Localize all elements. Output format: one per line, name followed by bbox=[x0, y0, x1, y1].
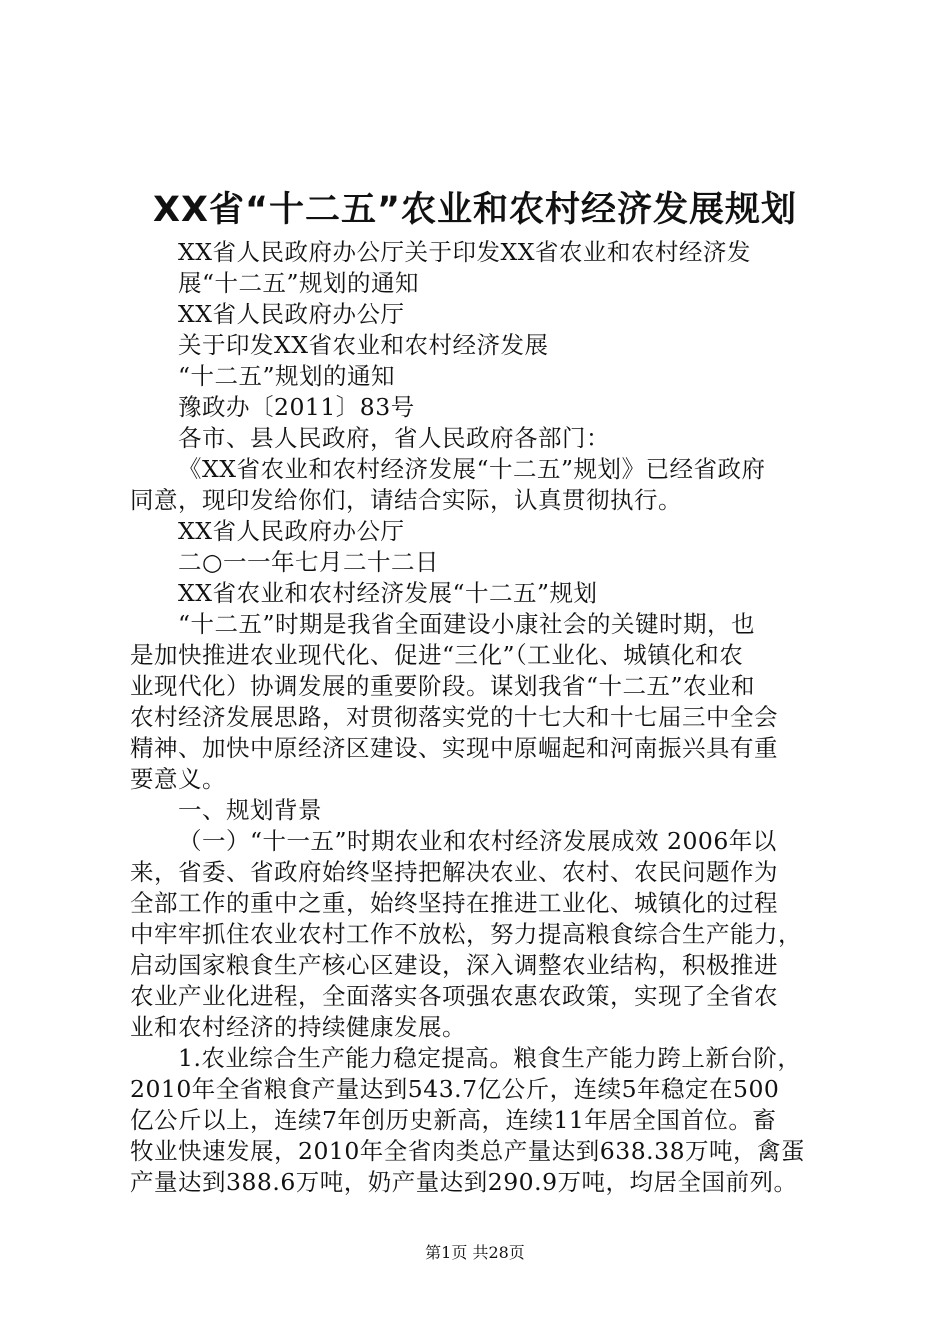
body-line: 产量达到388.6万吨，奶产量达到290.9万吨，均居全国前列。 bbox=[130, 1168, 798, 1196]
body-line: 豫政办〔2011〕83号 bbox=[178, 393, 415, 421]
body-line: 同意，现印发给你们，请结合实际，认真贯彻执行。 bbox=[130, 486, 682, 514]
body-line: XX省农业和农村经济发展“十二五”规划 bbox=[178, 579, 598, 607]
body-line: 业和农村经济的持续健康发展。 bbox=[130, 1013, 466, 1041]
body-line: “十二五”规划的通知 bbox=[178, 362, 396, 390]
section-heading: 一、规划背景 bbox=[178, 796, 322, 824]
body-line: XX省人民政府办公厅 bbox=[178, 300, 405, 328]
body-line: XX省人民政府办公厅关于印发XX省农业和农村经济发 bbox=[178, 238, 751, 266]
body-line: 亿公斤以上，连续7年创历史新高，连续11年居全国首位。畜 bbox=[130, 1106, 777, 1134]
body-line: 要意义。 bbox=[130, 765, 226, 793]
body-line: 业现代化）协调发展的重要阶段。谋划我省“十二五”农业和 bbox=[130, 672, 756, 700]
body-line: 牧业快速发展，2010年全省肉类总产量达到638.38万吨，禽蛋 bbox=[130, 1137, 806, 1165]
body-line: （一）“十一五”时期农业和农村经济发展成效 2006年以 bbox=[178, 827, 777, 855]
body-line: 全部工作的重中之重，始终坚持在推进工业化、城镇化的过程 bbox=[130, 889, 778, 917]
body-line: 各市、县人民政府，省人民政府各部门： bbox=[178, 424, 610, 452]
body-line: 《XX省农业和农村经济发展“十二五”规划》已经省政府 bbox=[178, 455, 766, 483]
body-line: 中牢牢抓住农业农村工作不放松，努力提高粮食综合生产能力， bbox=[130, 920, 802, 948]
body-line: 二○一一年七月二十二日 bbox=[178, 548, 440, 576]
body-line: 是加快推进农业现代化、促进“三化”（工业化、城镇化和农 bbox=[130, 641, 744, 669]
body-line: 农业产业化进程，全面落实各项强农惠农政策，实现了全省农 bbox=[130, 982, 778, 1010]
body-line: “十二五”时期是我省全面建设小康社会的关键时期，也 bbox=[178, 610, 756, 638]
body-line: 启动国家粮食生产核心区建设，深入调整农业结构，积极推进 bbox=[130, 951, 778, 979]
body-line: XX省人民政府办公厅 bbox=[178, 517, 405, 545]
body-line: 展“十二五”规划的通知 bbox=[178, 269, 420, 297]
body-line: 来，省委、省政府始终坚持把解决农业、农村、农民问题作为 bbox=[130, 858, 778, 886]
body-line: 关于印发XX省农业和农村经济发展 bbox=[178, 331, 549, 359]
document-title: XX省“十二五”农业和农村经济发展规划 bbox=[153, 190, 797, 230]
page-number-footer: 第1页 共28页 bbox=[425, 1243, 525, 1262]
body-line: 1.农业综合生产能力稳定提高。粮食生产能力跨上新台阶， bbox=[178, 1044, 802, 1072]
body-line: 2010年全省粮食产量达到543.7亿公斤，连续5年稳定在500 bbox=[130, 1075, 780, 1103]
body-line: 精神、加快中原经济区建设、实现中原崛起和河南振兴具有重 bbox=[130, 734, 778, 762]
body-line: 农村经济发展思路，对贯彻落实党的十七大和十七届三中全会 bbox=[130, 703, 778, 731]
